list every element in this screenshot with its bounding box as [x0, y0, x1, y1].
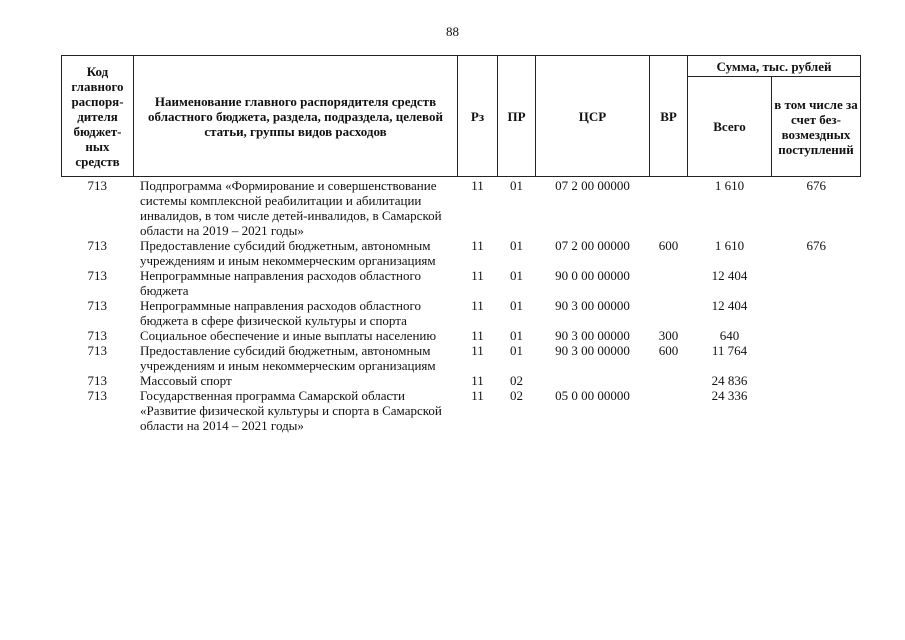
cell-total: 1 610: [714, 238, 745, 253]
cell-name: Государственная программа Самарской области «Развитие физической культуры и спорта в Самарской области на 2014 – 2021 годы»: [140, 388, 442, 433]
cell-name: Массовый спорт: [140, 373, 232, 388]
cell-incl: 676: [806, 178, 826, 193]
budget-table: [61, 55, 861, 433]
cell-vr: 300: [658, 328, 679, 343]
header-vr: ВР: [650, 56, 688, 177]
cell-vr: [650, 373, 688, 388]
cell-rz: 11: [471, 373, 484, 388]
cell-incl: [772, 343, 861, 373]
cell-pr: 01: [510, 178, 523, 193]
cell-code: 713: [87, 373, 107, 388]
cell-csr: 07 2 00 00000: [555, 238, 630, 253]
page-number: 88: [446, 24, 459, 39]
header-pr: ПР: [498, 56, 536, 177]
table-row: [62, 268, 861, 298]
cell-incl: [772, 373, 861, 388]
table-body: [62, 177, 861, 434]
cell-rz: 11: [471, 178, 484, 193]
cell-vr: [650, 298, 688, 328]
cell-vr: [650, 388, 688, 433]
cell-pr: 01: [510, 238, 523, 253]
cell-name: Непрограммные направления расходов областного бюджета: [140, 268, 421, 298]
cell-total: 640: [719, 328, 740, 343]
cell-incl: [772, 388, 861, 433]
cell-code: 713: [87, 298, 107, 313]
table-header: [62, 56, 861, 177]
cell-code: 713: [87, 343, 107, 358]
cell-pr: 01: [510, 268, 523, 283]
cell-incl: [772, 268, 861, 298]
cell-name: Предоставление субсидий бюджетным, автономным учреждениям и иным некоммерческим организациям: [140, 343, 436, 373]
cell-rz: 11: [471, 268, 484, 283]
cell-pr: 02: [510, 388, 523, 403]
cell-code: 713: [87, 388, 107, 403]
cell-csr: 90 3 00 00000: [555, 298, 630, 313]
cell-total: 24 336: [711, 388, 748, 403]
table-row: [62, 328, 861, 343]
header-name: Наименование главного распорядителя средств областного бюджета, раздела, подраздела, целевой статьи, группы видов расходов: [134, 56, 458, 177]
table-row: [62, 373, 861, 388]
cell-name: Предоставление субсидий бюджетным, автономным учреждениям и иным некоммерческим организациям: [140, 238, 436, 268]
cell-csr: 07 2 00 00000: [555, 178, 630, 193]
cell-vr: 600: [658, 238, 679, 253]
table-row: [62, 238, 861, 268]
cell-code: 713: [87, 178, 107, 193]
cell-csr: 90 3 00 00000: [555, 328, 630, 343]
cell-code: 713: [87, 328, 107, 343]
table-row: [62, 177, 861, 239]
cell-csr: 90 3 00 00000: [555, 343, 630, 358]
cell-rz: 11: [471, 298, 484, 313]
cell-pr: 02: [510, 373, 523, 388]
cell-incl: [772, 328, 861, 343]
cell-code: 713: [87, 268, 107, 283]
cell-total: 24 836: [711, 373, 748, 388]
table-row: [62, 388, 861, 433]
cell-rz: 11: [471, 343, 484, 358]
cell-pr: 01: [510, 298, 523, 313]
cell-csr: 90 0 00 00000: [555, 268, 630, 283]
cell-total: 12 404: [711, 298, 748, 313]
cell-name: Непрограммные направления расходов областного бюджета в сфере физической культуры и спорта: [140, 298, 421, 328]
cell-rz: 11: [471, 238, 484, 253]
header-code: Код главного распоря-дителя бюджет-ных средств: [62, 56, 134, 177]
cell-total: 11 764: [711, 343, 748, 358]
cell-name: Подпрограмма «Формирование и совершенствование системы комплексной реабилитации и абилитации инвалидов, в том числе детей-инвалидов, в Самарской области на 2019 – 2021 годы»: [140, 178, 442, 238]
cell-pr: 01: [510, 328, 523, 343]
table-row: [62, 298, 861, 328]
cell-pr: 01: [510, 343, 523, 358]
cell-incl: [772, 298, 861, 328]
header-sum: Сумма, тыс. рублей: [688, 56, 861, 77]
header-rz: Рз: [458, 56, 498, 177]
table-row: [62, 343, 861, 373]
cell-csr: 05 0 00 00000: [555, 388, 630, 403]
cell-vr: [650, 268, 688, 298]
cell-csr: [536, 373, 650, 388]
cell-total: 12 404: [711, 268, 748, 283]
cell-incl: 676: [806, 238, 826, 253]
cell-name: Социальное обеспечение и иные выплаты населению: [140, 328, 437, 343]
cell-total: 1 610: [714, 178, 745, 193]
header-incl: в том числе за счет без-возмездных поступлений: [772, 77, 861, 177]
cell-vr: 600: [658, 343, 679, 358]
cell-rz: 11: [471, 388, 484, 403]
header-csr: ЦСР: [536, 56, 650, 177]
cell-code: 713: [87, 238, 107, 253]
cell-rz: 11: [471, 328, 484, 343]
cell-vr: [650, 177, 688, 239]
header-total: Всего: [688, 77, 772, 177]
